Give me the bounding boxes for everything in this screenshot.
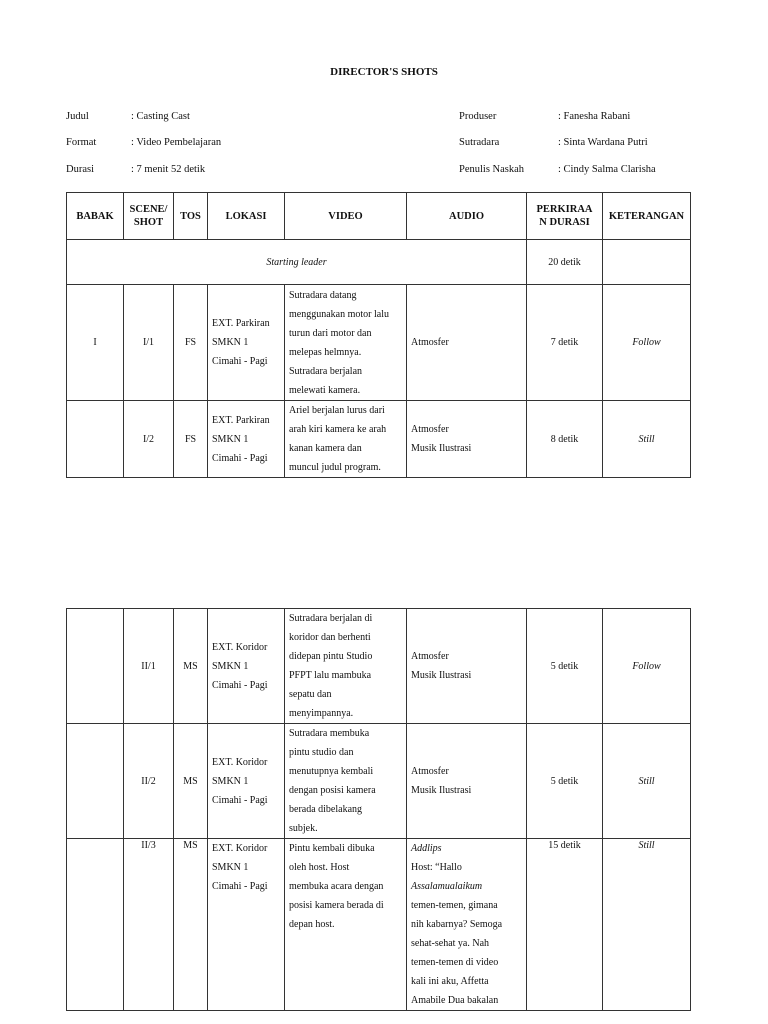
meta-value: : Sinta Wardana Putri (558, 137, 648, 148)
cell-video (285, 609, 407, 724)
meta-label: Judul (66, 111, 89, 122)
audio-line: kali ini aku, Affetta (411, 976, 489, 987)
lokasi-line: EXT. Parkiran (212, 414, 270, 426)
cell-keterangan: Follow (603, 285, 691, 401)
meta-label: Sutradara (459, 137, 500, 148)
audio-line: Addlips (411, 843, 442, 854)
audio-line: Atmosfer (411, 651, 449, 662)
lokasi-line: SMKN 1 (212, 775, 249, 787)
cell-video (285, 839, 407, 1011)
cell-audio (407, 401, 527, 478)
cell-tos: MS (174, 609, 208, 724)
video-line: membuka acara dengan (289, 881, 384, 892)
starting-leader-keterangan (603, 240, 691, 285)
video-line: koridor dan berhenti (289, 632, 371, 643)
cell-babak (67, 401, 124, 478)
cell-video (285, 724, 407, 839)
audio-line: Amabile Dua bakalan (411, 995, 499, 1006)
lokasi-line: SMKN 1 (212, 337, 249, 348)
video-line: Sutradara datang (289, 289, 357, 301)
cell-lokasi (208, 609, 285, 724)
starting-leader-label: Starting leader (67, 240, 527, 285)
audio-line: Assalamualaikum (411, 881, 483, 892)
audio-line: Musik Ilustrasi (411, 443, 472, 454)
audio-line: Musik Ilustrasi (411, 670, 472, 681)
cell-video (285, 285, 407, 401)
audio-line: Atmosfer (411, 424, 449, 435)
video-line: didepan pintu Studio (289, 651, 373, 662)
header-video: VIDEO (285, 193, 407, 240)
header-row (67, 193, 691, 240)
video-line: melewati kamera. (289, 384, 361, 396)
audio-line: Host: “Hallo (411, 862, 462, 873)
lokasi-line: EXT. Koridor (212, 756, 268, 768)
meta-label: Penulis Naskah (459, 164, 525, 175)
audio-line: sehat-sehat ya. Nah (411, 938, 490, 949)
cell-tos: MS (174, 839, 208, 1011)
video-line: menyimpannya. (289, 708, 354, 719)
audio-line: Atmosfer (411, 337, 449, 348)
audio-line: temen-temen di video (411, 957, 499, 968)
video-line: dengan posisi kamera (289, 785, 376, 796)
table-row (67, 401, 691, 478)
lokasi-line: SMKN 1 (212, 862, 249, 873)
header-scene-line1: SCENE/ (129, 204, 168, 215)
lokasi-line: Cimahi - Pagi (212, 452, 268, 464)
table-row (67, 609, 691, 724)
video-line: Sutradara berjalan (289, 365, 363, 377)
cell-babak: I (67, 285, 124, 401)
video-line: oleh host. Host (289, 862, 350, 873)
video-line: posisi kamera berada di (289, 900, 384, 911)
meta-label: Format (66, 137, 97, 148)
header-tos: TOS (174, 193, 208, 240)
video-line: Pintu kembali dibuka (289, 843, 375, 854)
cell-durasi: 5 detik (527, 724, 603, 839)
cell-durasi: 5 detik (527, 609, 603, 724)
header-babak: BABAK (67, 193, 124, 240)
cell-lokasi (208, 285, 285, 401)
header-scene-line2: SHOT (133, 217, 164, 228)
cell-shot: II/3 (124, 839, 174, 1011)
cell-audio (407, 839, 527, 1011)
video-line: depan host. (289, 919, 335, 930)
video-line: Sutradara berjalan di (289, 613, 373, 624)
table-row (67, 285, 691, 401)
video-line: arah kiri kamera ke arah (289, 424, 387, 435)
lokasi-line: EXT. Parkiran (212, 318, 270, 329)
meta-value: : 7 menit 52 detik (131, 164, 206, 175)
header-durasi (527, 193, 603, 240)
lokasi-line: Cimahi - Pagi (212, 881, 268, 892)
cell-lokasi (208, 839, 285, 1011)
starting-leader-durasi: 20 detik (527, 240, 603, 285)
video-line: muncul judul program. (289, 462, 381, 473)
lokasi-line: SMKN 1 (212, 433, 249, 445)
header-durasi-line1: PERKIRAA (536, 204, 593, 215)
cell-shot: II/1 (124, 609, 174, 724)
cell-tos: FS (174, 285, 208, 401)
cell-durasi: 8 detik (527, 401, 603, 478)
cell-lokasi (208, 401, 285, 478)
cell-babak (67, 724, 124, 839)
lokasi-line: Cimahi - Pagi (212, 794, 268, 806)
audio-line: temen-temen, gimana (411, 900, 498, 911)
video-line: pintu studio dan (289, 747, 354, 758)
meta-value: : Casting Cast (131, 111, 190, 122)
document-title: DIRECTOR'S SHOTS (330, 66, 438, 78)
cell-durasi: 7 detik (527, 285, 603, 401)
cell-shot: I/1 (124, 285, 174, 401)
video-line: sepatu dan (289, 689, 332, 700)
cell-durasi: 15 detik (527, 839, 603, 1011)
audio-line: nih kabarnya? Semoga (411, 919, 503, 930)
video-line: Sutradara membuka (289, 728, 370, 739)
meta-label: Produser (459, 111, 497, 122)
meta-label: Durasi (66, 164, 94, 175)
audio-line: Musik Ilustrasi (411, 785, 472, 796)
cell-audio (407, 724, 527, 839)
lokasi-line: Cimahi - Pagi (212, 679, 268, 691)
shots-table-2 (66, 608, 691, 1011)
video-line: subjek. (289, 823, 318, 834)
cell-tos: FS (174, 401, 208, 478)
header-lokasi: LOKASI (208, 193, 285, 240)
header-audio: AUDIO (407, 193, 527, 240)
meta-value: : Cindy Salma Clarisha (558, 164, 656, 175)
cell-audio (407, 609, 527, 724)
shots-table-1 (66, 192, 691, 478)
cell-keterangan: Still (603, 401, 691, 478)
video-line: Ariel berjalan lurus dari (289, 405, 385, 416)
header-scene-shot (124, 193, 174, 240)
lokasi-line: SMKN 1 (212, 660, 249, 672)
cell-keterangan: Still (603, 724, 691, 839)
header-durasi-line2: N DURASI (539, 217, 590, 228)
video-line: PFPT lalu mambuka (289, 670, 372, 681)
video-line: kanan kamera dan (289, 443, 362, 454)
audio-line: Atmosfer (411, 766, 449, 777)
meta-value: : Video Pembelajaran (131, 137, 222, 148)
table-row (67, 724, 691, 839)
cell-tos: MS (174, 724, 208, 839)
cell-babak (67, 839, 124, 1011)
cell-shot: II/2 (124, 724, 174, 839)
cell-lokasi (208, 724, 285, 839)
lokasi-line: Cimahi - Pagi (212, 356, 268, 367)
cell-audio (407, 285, 527, 401)
cell-video (285, 401, 407, 478)
cell-keterangan: Follow (603, 609, 691, 724)
header-keterangan: KETERANGAN (603, 193, 691, 240)
video-line: menggunakan motor lalu (289, 308, 389, 320)
starting-leader-row (67, 240, 691, 285)
table-row (67, 839, 691, 1011)
cell-babak (67, 609, 124, 724)
video-line: melepas helmnya. (289, 346, 362, 358)
video-line: turun dari motor dan (289, 327, 372, 339)
meta-value: : Fanesha Rabani (558, 111, 631, 122)
video-line: menutupnya kembali (289, 766, 374, 777)
cell-shot: I/2 (124, 401, 174, 478)
lokasi-line: EXT. Koridor (212, 843, 268, 854)
lokasi-line: EXT. Koridor (212, 641, 268, 653)
video-line: berada dibelakang (289, 804, 363, 815)
cell-keterangan: Still (603, 839, 691, 1011)
